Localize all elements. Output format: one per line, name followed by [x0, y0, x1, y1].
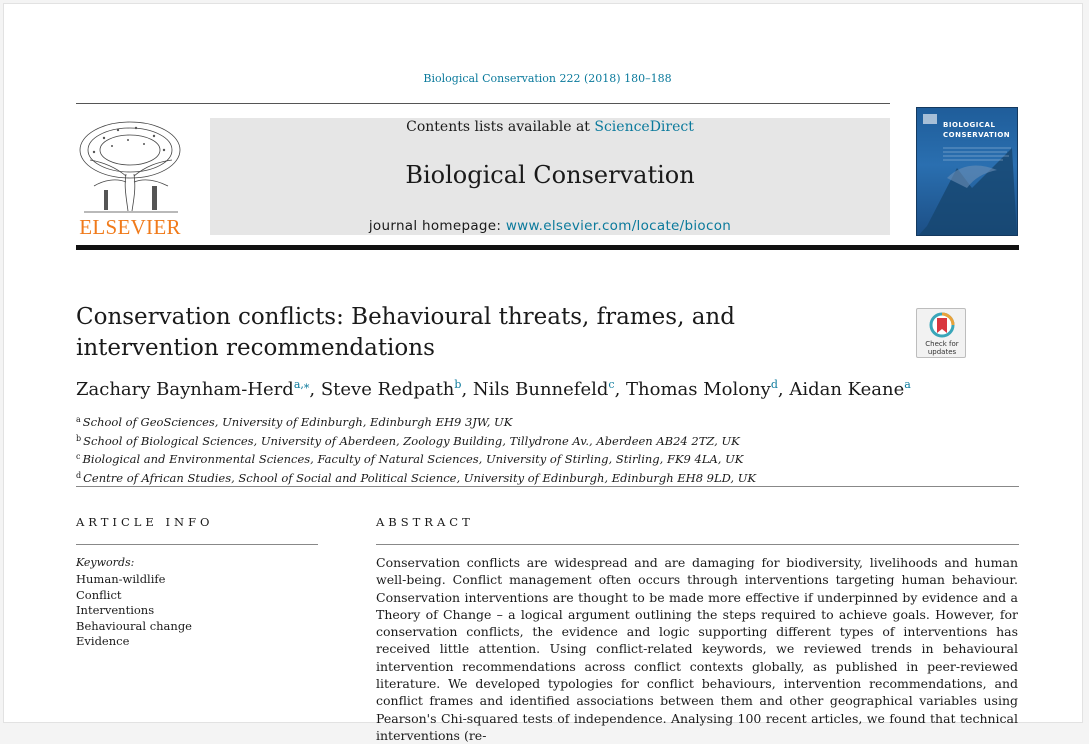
keyword-item: Human-wildlife	[76, 572, 166, 586]
affiliation-key: b	[76, 433, 82, 443]
keyword-item: Interventions	[76, 603, 155, 617]
author-affiliation-marker[interactable]: a,⁎	[293, 378, 310, 391]
affiliation-text: School of GeoSciences, University of Edinburgh, Edinburgh EH9 3JW, UK	[82, 415, 513, 429]
abstract-heading: ABSTRACT	[376, 515, 474, 529]
header-top-rule	[76, 103, 890, 104]
contents-prefix: Contents lists available at	[406, 119, 595, 135]
crossmark-icon	[929, 312, 955, 338]
journal-title: Biological Conservation	[405, 161, 695, 189]
header-bottom-rule	[76, 245, 1019, 250]
author-affiliation-marker[interactable]: c	[608, 378, 615, 391]
homepage-prefix: journal homepage:	[368, 218, 506, 234]
article-info-rule	[76, 544, 318, 545]
author-affiliation-marker[interactable]: d	[770, 378, 778, 391]
keyword-item: Behavioural change	[76, 618, 192, 633]
affiliation-item	[76, 468, 1016, 487]
elsevier-wordmark: ELSEVIER	[79, 215, 181, 239]
article-page	[3, 3, 1083, 743]
article-info-heading: ARTICLE INFO	[76, 515, 214, 529]
check-for-updates-badge[interactable]	[916, 308, 966, 358]
affiliation-key: c	[76, 452, 81, 461]
affiliation-list	[76, 412, 1016, 486]
affiliation-item	[76, 412, 1016, 431]
affiliation-text: Centre of African Studies, School of Social and Political Science, University of Edinburgh, Edinburgh EH8 9LD, UK	[83, 470, 757, 485]
keyword-item: Conflict	[76, 587, 122, 602]
author-name[interactable]: Steve Redpath	[320, 379, 455, 400]
article-title: Conservation conflicts: Behavioural threats, frames, and intervention recommendations	[76, 304, 735, 361]
journal-masthead	[210, 118, 890, 235]
journal-homepage-line	[210, 218, 890, 234]
sciencedirect-link[interactable]: ScienceDirect	[594, 119, 694, 135]
keywords-list	[76, 572, 192, 650]
affiliation-text: Biological and Environmental Sciences, Faculty of Natural Sciences, University of Stirling, Stirling, FK9 4LA, UK	[82, 452, 744, 466]
cover-title: BIOLOGICAL CONSERVATION	[943, 121, 1011, 139]
crossmark-label: Check for updates	[925, 340, 959, 356]
author-affiliation-marker[interactable]: b	[454, 378, 462, 391]
journal-homepage-link[interactable]: www.elsevier.com/locate/biocon	[505, 218, 732, 234]
affiliation-key: a	[76, 415, 81, 424]
contents-line	[210, 119, 890, 135]
affiliation-item	[76, 449, 1016, 468]
author-name[interactable]: Thomas Molony	[626, 379, 771, 400]
keywords-label: Keywords:	[76, 556, 135, 569]
author-name[interactable]: Nils Bunnefeld	[472, 379, 609, 400]
journal-citation[interactable]: Biological Conservation 222 (2018) 180–188	[423, 72, 672, 85]
journal-cover-image[interactable]	[916, 107, 1018, 236]
author-name[interactable]: Aidan Keane	[789, 379, 905, 400]
author-list: Zachary Baynham-Herd$^{a,⁎}$, Steve Redpath$^b$, Nils Bunnefeld$^c$, Thomas Molony$^d$, Aidan Keane$^a$	[76, 378, 911, 400]
author-affiliation-marker[interactable]: a	[904, 378, 911, 391]
abstract-text: Conservation conflicts are widespread and are damaging for biodiversity, livelihoods and human well-being. Conflict management often occurs through interventions targeting human behaviour. Conservation interventions are thought to be made more effective if underpinned by evidence and a Theory of Change – a logical argument outlining the steps required to achieve goals. However, for conservation conflicts, the evidence and logic supporting different types of interventions has received little attention. Using conflict-related keywords, we reviewed trends in behavioural intervention recommendations across conflict contexts globally, as published in peer-reviewed literature. We developed typologies for conflict behaviours, intervention recommendations, and conflict frames and identified associations between them and other geographical variables using Pearson's Chi-squared tests of independence. Analysing 100 recent articles, we found that technical interventions (re-	[376, 555, 1018, 743]
abstract-rule	[376, 544, 1019, 545]
keyword-item: Evidence	[76, 634, 130, 648]
affiliations-bottom-rule	[76, 486, 1019, 487]
author-name[interactable]: Zachary Baynham-Herd	[76, 379, 294, 400]
affiliation-text: School of Biological Sciences, University of Aberdeen, Zoology Building, Tillydrone Av., Aberdeen AB24 2TZ, UK	[83, 433, 740, 448]
affiliation-key: d	[76, 470, 82, 480]
affiliation-item	[76, 431, 1016, 450]
